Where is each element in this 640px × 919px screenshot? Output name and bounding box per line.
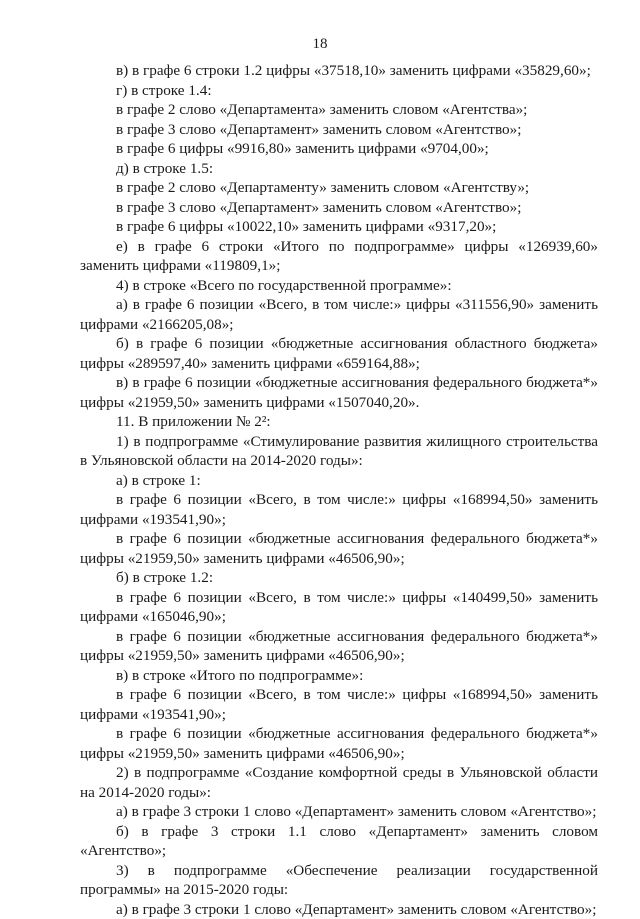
paragraph: в графе 6 позиции «бюджетные ассигнования федерального бюджета*» цифры «21959,50» заменить цифрами «46506,90»; [80, 529, 598, 568]
paragraph: в графе 6 позиции «Всего, в том числе:» цифры «168994,50» заменить цифрами «193541,90»; [80, 490, 598, 529]
paragraph: 3) в подпрограмме «Обеспечение реализации государственной программы» на 2015-2020 годы: [80, 861, 598, 900]
paragraph: в графе 6 позиции «бюджетные ассигнования федерального бюджета*» цифры «21959,50» заменить цифрами «46506,90»; [80, 724, 598, 763]
paragraph: а) в графе 3 строки 1 слово «Департамент» заменить словом «Агентство»; [80, 802, 598, 822]
paragraph: 1) в подпрограмме «Стимулирование развития жилищного строительства в Ульяновской области на 2014-2020 годы»: [80, 432, 598, 471]
paragraph: б) в строке 1.2: [80, 568, 598, 588]
paragraph: в графе 3 слово «Департамент» заменить словом «Агентство»; [80, 198, 598, 218]
document-body [80, 61, 598, 919]
paragraph: д) в строке 1.5: [80, 159, 598, 179]
paragraph: 2) в подпрограмме «Создание комфортной среды в Ульяновской области на 2014-2020 годы»: [80, 763, 598, 802]
paragraph: 4) в строке «Всего по государственной программе»: [80, 276, 598, 296]
paragraph: е) в графе 6 строки «Итого по подпрограмме» цифры «126939,60» заменить цифрами «119809,1»; [80, 237, 598, 276]
paragraph: в графе 6 позиции «Всего, в том числе:» цифры «168994,50» заменить цифрами «193541,90»; [80, 685, 598, 724]
paragraph: в графе 6 цифры «10022,10» заменить цифрами «9317,20»; [80, 217, 598, 237]
paragraph: в) в графе 6 строки 1.2 цифры «37518,10» заменить цифрами «35829,60»; [80, 61, 598, 81]
paragraph: а) в графе 3 строки 1 слово «Департамент» заменить словом «Агентство»; [80, 900, 598, 919]
paragraph: б) в графе 6 позиции «бюджетные ассигнования областного бюджета» цифры «289597,40» заменить цифрами «659164,88»; [80, 334, 598, 373]
paragraph: в графе 6 цифры «9916,80» заменить цифрами «9704,00»; [80, 139, 598, 159]
paragraph: г) в строке 1.4: [80, 81, 598, 101]
paragraph: а) в строке 1: [80, 471, 598, 491]
paragraph: в) в строке «Итого по подпрограмме»: [80, 666, 598, 686]
paragraph: в графе 2 слово «Департаменту» заменить словом «Агентству»; [80, 178, 598, 198]
page-number: 18 [0, 36, 640, 53]
paragraph: в) в графе 6 позиции «бюджетные ассигнования федерального бюджета*» цифры «21959,50» заменить цифрами «1507040,20». [80, 373, 598, 412]
paragraph: в графе 6 позиции «Всего, в том числе:» цифры «140499,50» заменить цифрами «165046,90»; [80, 588, 598, 627]
paragraph: в графе 2 слово «Департамента» заменить словом «Агентства»; [80, 100, 598, 120]
paragraph: а) в графе 6 позиции «Всего, в том числе:» цифры «311556,90» заменить цифрами «2166205,08»; [80, 295, 598, 334]
paragraph: 11. В приложении № 2²: [80, 412, 598, 432]
paragraph: в графе 6 позиции «бюджетные ассигнования федерального бюджета*» цифры «21959,50» заменить цифрами «46506,90»; [80, 627, 598, 666]
paragraph: б) в графе 3 строки 1.1 слово «Департамент» заменить словом «Агентство»; [80, 822, 598, 861]
paragraph: в графе 3 слово «Департамент» заменить словом «Агентство»; [80, 120, 598, 140]
